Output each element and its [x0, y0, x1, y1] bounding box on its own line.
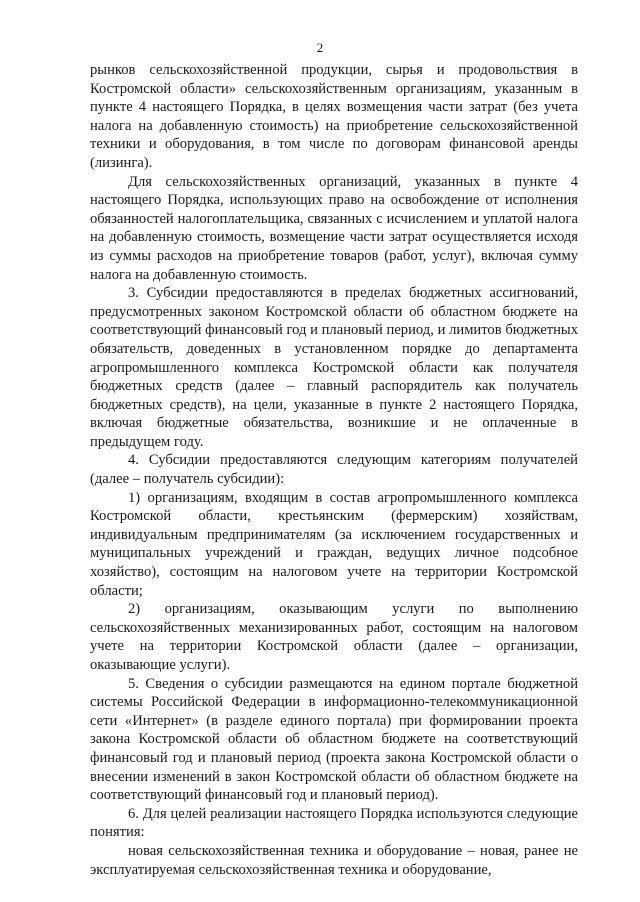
document-body: [90, 61, 578, 879]
paragraph-clause-5: 5. Сведения о субсидии размещаются на едином портале бюджетной системы Российской Федерации в информационно-телекоммуникационной сети «Интернет» (в разделе единого портала) при формировании проекта закона Костромской области об областном бюджете на соответствующий финансовый год и плановый период (проекта закона Костромской области о внесении изменений в закон Костромской области об областном бюджете на соответствующий финансовый год и плановый период).: [90, 675, 578, 804]
paragraph-clause-4-item-2: 2) организациям, оказывающим услуги по выполнению сельскохозяйственных механизированных работ, состоящим на налоговом учете на территории Костромской области (далее – организации, оказывающие услуги).: [90, 601, 578, 673]
page-number: 2: [316, 40, 324, 55]
paragraph-definition-new-equipment: новая сельскохозяйственная техника и оборудование – новая, ранее не эксплуатируемая сельскохозяйственная техника и оборудование,: [90, 842, 578, 878]
paragraph-continuation: рынков сельскохозяйственной продукции, сырья и продовольствия в Костромской области» сельскохозяйственным организациям, указанным в пункте 4 настоящего Порядка, в целях возмещения части затрат (без учета налога на добавленную стоимость) на приобретение сельскохозяйственной техники и оборудования, в том числе по договорам финансовой аренды (лизинга).: [90, 62, 578, 171]
paragraph-clause-6: 6. Для целей реализации настоящего Порядка используются следующие понятия:: [90, 805, 578, 841]
paragraph-vat-exemption: Для сельскохозяйственных организаций, указанных в пункте 4 настоящего Порядка, использующих право на освобождение от исполнения обязанностей налогоплательщика, связанных с исчислением и уплатой налога на добавленную стоимость, возмещение части затрат осуществляется исходя из суммы расходов на приобретение товаров (работ, услуг), включая сумму налога на добавленную стоимость.: [90, 173, 578, 283]
paragraph-clause-3: 3. Субсидии предоставляются в пределах бюджетных ассигнований, предусмотренных законом Костромской области об областном бюджете на соответствующий финансовый год и плановый период, и лимитов бюджетных обязательств, доведенных в установленном порядке до департамента агропромышленного комплекса Костромской области как получателя бюджетных средств (далее – главный распорядитель как получатель бюджетных средств), на цели, указанные в пункте 2 настоящего Порядка, включая бюджетные обязательства, возникшие и не оплаченные в предыдущем году.: [90, 285, 578, 450]
paragraph-clause-4-item-1: 1) организациям, входящим в состав агропромышленного комплекса Костромской области, крестьянским (фермерским) хозяйствам, индивидуальным предпринимателям (за исключением государственных и муниципальных учреждений и граждан, ведущих личное подсобное хозяйство), состоящим на налоговом учете на территории Костромской области;: [90, 489, 578, 599]
paragraph-clause-4: 4. Субсидии предоставляются следующим категориям получателей (далее – получатель субсидии):: [90, 452, 578, 488]
